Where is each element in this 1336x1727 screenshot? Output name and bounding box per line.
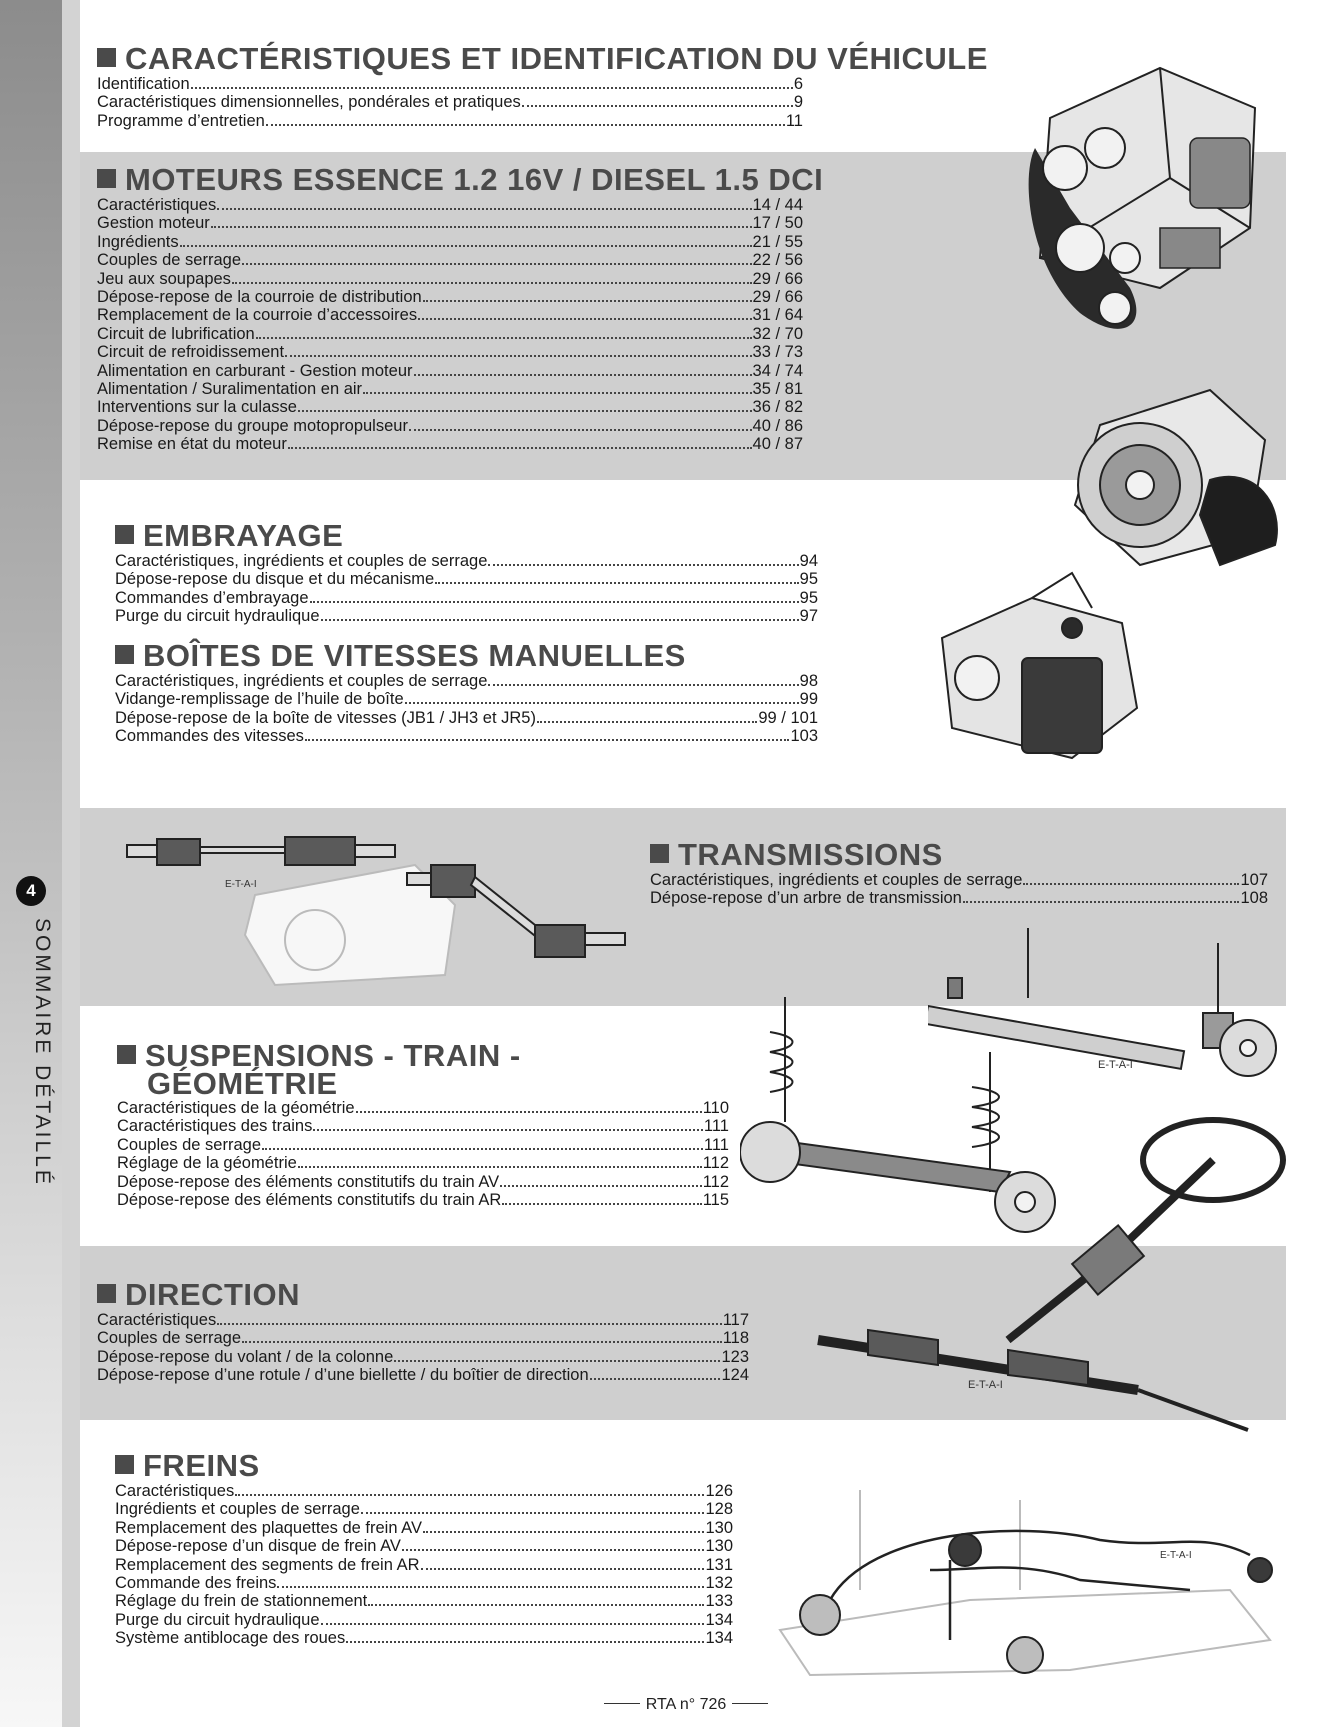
toc-entry (117, 1099, 729, 1117)
toc-entry (115, 1537, 733, 1555)
toc-entry-label: Dépose-repose d’un arbre de transmission (650, 889, 962, 908)
dot-leader (217, 1322, 721, 1325)
dot-leader (963, 900, 1240, 903)
driveshaft-illustration (125, 825, 635, 990)
engine-illustration (1010, 58, 1280, 358)
toc-entry-label: Caractéristiques dimensionnelles, pondérales et pratiques (97, 93, 521, 112)
toc-entry-page: 33 / 73 (752, 343, 803, 362)
toc-entry-label: Couples de serrage (97, 251, 242, 270)
toc-entry-page: 17 / 50 (752, 214, 803, 233)
toc-entry-label: Identification (97, 75, 190, 93)
dot-leader (313, 1128, 703, 1131)
toc-entry (117, 1191, 729, 1209)
toc-entry-label: Gestion moteur (97, 214, 210, 233)
toc-entry-page: 112 (702, 1172, 729, 1191)
toc-entry-page: 40 / 86 (752, 416, 803, 435)
toc-entry-page: 128 (705, 1500, 733, 1519)
square-bullet-icon (97, 1284, 116, 1303)
toc-entry-page: 22 / 56 (752, 251, 803, 270)
dot-leader (211, 225, 752, 228)
dot-leader (191, 86, 793, 89)
toc-entry-page: 107 (1240, 871, 1268, 889)
toc-entry-label: Purge du circuit hydraulique (115, 607, 320, 626)
toc-entry-label: Vidange-remplissage de l’huile de boîte (115, 690, 404, 709)
watermark-label: E-T-A-I (1098, 1059, 1133, 1071)
toc-entry-page: 9 (793, 93, 803, 112)
toc-entry (115, 727, 818, 745)
section-embrayage (115, 518, 818, 626)
toc-entry-page: 108 (1240, 889, 1268, 908)
dot-leader (310, 600, 799, 603)
toc-entry-page: 118 (722, 1329, 749, 1348)
section-boites (115, 638, 818, 746)
toc-entry (97, 233, 803, 251)
section-title: SUSPENSIONS - TRAIN - GÉOMÉTRIE (117, 1042, 567, 1098)
section-title: CARACTÉRISTIQUES ET IDENTIFICATION DU VÉHICULE (97, 44, 803, 74)
toc-entry (650, 889, 1268, 907)
toc-list (97, 75, 803, 130)
toc-entry (97, 325, 803, 343)
toc-entry-page: 32 / 70 (752, 324, 803, 343)
toc-entry-page: 14 / 44 (752, 196, 803, 214)
toc-entry (97, 417, 803, 435)
dot-leader (394, 1359, 720, 1362)
toc-entry-label: Caractéristiques, ingrédients et couples de serrage (115, 552, 488, 570)
sidebar (0, 0, 62, 1727)
toc-entry-page: 40 / 87 (752, 435, 803, 454)
toc-entry-label: Dépose-repose des éléments constitutifs du train AV (117, 1172, 500, 1191)
toc-entry-label: Programme d’entretien (97, 111, 265, 130)
dot-leader (488, 683, 798, 686)
sidebar-title: SOMMAIRE DÉTAILLÉ (31, 918, 54, 1187)
toc-entry-page: 97 (799, 607, 818, 626)
brake-system-illustration (770, 1470, 1286, 1690)
toc-entry (115, 1482, 733, 1500)
toc-entry-page: 6 (793, 75, 803, 93)
section-freins (115, 1448, 733, 1648)
toc-entry (115, 1611, 733, 1629)
toc-entry-page: 133 (705, 1592, 733, 1611)
dot-leader (288, 446, 752, 449)
dot-leader (321, 1622, 705, 1625)
toc-entry-label: Dépose-repose d’un disque de frein AV (115, 1537, 401, 1556)
square-bullet-icon (115, 525, 134, 544)
toc-entry-label: Réglage de la géométrie (117, 1154, 297, 1173)
toc-entry-label: Couples de serrage (97, 1329, 242, 1348)
dot-leader (368, 1603, 704, 1606)
toc-entry (97, 1329, 749, 1347)
toc-entry-page: 34 / 74 (752, 361, 803, 380)
section-moteurs (97, 162, 824, 454)
dot-leader (361, 1511, 705, 1514)
dot-leader (405, 701, 799, 704)
dot-leader (180, 244, 752, 247)
toc-entry (115, 570, 818, 588)
toc-entry-label: Système antiblocage des roues (115, 1629, 346, 1648)
toc-entry (97, 75, 803, 93)
toc-entry (97, 1311, 749, 1329)
toc-entry-page: 98 (799, 672, 818, 690)
toc-entry (97, 398, 803, 416)
toc-entry-page: 110 (702, 1099, 729, 1117)
steering-illustration (808, 1100, 1286, 1442)
dot-leader (421, 1567, 705, 1570)
toc-list (97, 196, 803, 454)
toc-list (650, 871, 1268, 908)
dot-leader (298, 409, 752, 412)
toc-entry-label: Remplacement de la courroie d’accessoires (97, 306, 418, 325)
footer: RTA n° 726 (596, 1696, 776, 1714)
page-number: 4 (16, 876, 46, 906)
square-bullet-icon (650, 844, 669, 863)
toc-entry (117, 1117, 729, 1135)
toc-entry-page: 112 (702, 1154, 729, 1173)
toc-entry (97, 214, 803, 232)
dot-leader (256, 336, 752, 339)
toc-entry-label: Réglage du frein de stationnement (115, 1592, 368, 1611)
dot-leader (435, 581, 798, 584)
toc-entry (115, 552, 818, 570)
section-title: EMBRAYAGE (115, 521, 818, 551)
toc-entry (97, 270, 803, 288)
dot-leader (414, 373, 752, 376)
dot-leader (1023, 882, 1239, 885)
dot-leader (590, 1377, 721, 1380)
dot-leader (423, 299, 752, 302)
toc-entry (115, 1500, 733, 1518)
square-bullet-icon (97, 48, 116, 67)
watermark-label: E-T-A-I (968, 1379, 1003, 1391)
toc-entry-label: Purge du circuit hydraulique (115, 1610, 320, 1629)
toc-entry-label: Caractéristiques (97, 1311, 217, 1329)
toc-entry (97, 112, 803, 130)
toc-entry-page: 130 (705, 1518, 733, 1537)
toc-entry-page: 134 (705, 1610, 733, 1629)
toc-entry-label: Commandes des vitesses (115, 727, 304, 746)
toc-entry (97, 306, 803, 324)
toc-entry (115, 1629, 733, 1647)
toc-entry (117, 1173, 729, 1191)
dot-leader (321, 618, 799, 621)
toc-entry-label: Caractéristiques (97, 196, 217, 214)
toc-entry-label: Caractéristiques des trains (117, 1117, 313, 1136)
toc-entry (97, 93, 803, 111)
dot-leader (298, 1165, 702, 1168)
toc-entry-page: 132 (705, 1574, 733, 1593)
toc-entry-label: Commandes d’embrayage (115, 588, 309, 607)
section-transmissions (650, 837, 1268, 908)
toc-entry (97, 1348, 749, 1366)
toc-entry-page: 111 (703, 1135, 729, 1154)
toc-entry-page: 95 (799, 588, 818, 607)
dot-leader (235, 1493, 704, 1496)
section-title: FREINS (115, 1451, 733, 1481)
toc-entry (97, 435, 803, 453)
toc-entry-label: Dépose-repose de la courroie de distribution (97, 288, 422, 307)
toc-entry (97, 1366, 749, 1384)
toc-entry (97, 343, 803, 361)
dot-leader (423, 1530, 705, 1533)
dot-leader (500, 1184, 702, 1187)
toc-entry-label: Interventions sur la culasse (97, 398, 297, 417)
toc-entry (115, 589, 818, 607)
toc-entry-label: Ingrédients et couples de serrage (115, 1500, 360, 1519)
toc-entry-label: Caractéristiques de la géométrie (117, 1099, 355, 1117)
section-title: DIRECTION (97, 1280, 749, 1310)
toc-entry-page: 21 / 55 (752, 232, 803, 251)
toc-entry (650, 871, 1268, 889)
toc-list (115, 672, 818, 746)
toc-entry-label: Dépose-repose du groupe motopropulseur (97, 416, 408, 435)
toc-entry-page: 99 / 101 (758, 708, 818, 727)
toc-entry (97, 362, 803, 380)
toc-entry-label: Alimentation en carburant - Gestion moteur (97, 361, 413, 380)
toc-entry-page: 123 (721, 1347, 749, 1366)
toc-entry-label: Remplacement des plaquettes de frein AV (115, 1518, 422, 1537)
toc-entry-page: 131 (705, 1555, 733, 1574)
toc-entry-page: 11 (785, 111, 803, 130)
toc-entry (115, 1592, 733, 1610)
toc-entry-page: 95 (799, 570, 818, 589)
toc-entry-label: Commande des freins (115, 1574, 277, 1593)
dot-leader (537, 720, 757, 723)
toc-entry-label: Caractéristiques (115, 1482, 235, 1500)
toc-entry-page: 124 (721, 1366, 749, 1385)
toc-entry-page: 29 / 66 (752, 288, 803, 307)
sidebar-edge (62, 0, 80, 1727)
toc-entry (115, 709, 818, 727)
toc-list (117, 1099, 729, 1209)
toc-entry (115, 1574, 733, 1592)
toc-entry (115, 1519, 733, 1537)
toc-entry-label: Couples de serrage (117, 1135, 262, 1154)
toc-entry-label: Caractéristiques, ingrédients et couples de serrage (115, 672, 488, 690)
dot-leader (232, 281, 752, 284)
toc-list (115, 1482, 733, 1648)
toc-entry-page: 103 (790, 727, 818, 746)
toc-list (97, 1311, 749, 1385)
section-title: MOTEURS ESSENCE 1.2 16V / DIESEL 1.5 DCI (97, 165, 803, 195)
toc-entry-label: Dépose-repose d’une rotule / d’une biellette / du boîtier de direction (97, 1366, 589, 1385)
toc-entry (117, 1136, 729, 1154)
dot-leader (522, 104, 793, 107)
toc-entry-label: Ingrédients (97, 232, 179, 251)
toc-entry (115, 607, 818, 625)
toc-entry (97, 251, 803, 269)
toc-entry-page: 94 (799, 552, 818, 570)
toc-entry-page: 36 / 82 (752, 398, 803, 417)
toc-entry (115, 690, 818, 708)
gearbox-illustration (922, 568, 1152, 763)
toc-entry-label: Alimentation / Suralimentation en air (97, 380, 363, 399)
dot-leader (305, 738, 790, 741)
dot-leader (242, 262, 752, 265)
dot-leader (402, 1548, 705, 1551)
toc-list (115, 552, 818, 626)
clutch-illustration (1060, 385, 1285, 570)
toc-entry (117, 1154, 729, 1172)
section-title: TRANSMISSIONS (650, 840, 1268, 870)
toc-entry-page: 130 (705, 1537, 733, 1556)
dot-leader (285, 354, 751, 357)
dot-leader (356, 1110, 702, 1113)
dot-leader (217, 207, 751, 210)
dot-leader (409, 428, 752, 431)
toc-entry-page: 99 (799, 690, 818, 709)
toc-entry-label: Jeu aux soupapes (97, 269, 231, 288)
section-title: BOÎTES DE VITESSES MANUELLES (115, 641, 818, 671)
dot-leader (346, 1640, 704, 1643)
toc-entry-page: 117 (722, 1311, 749, 1329)
toc-entry-label: Caractéristiques, ingrédients et couples de serrage (650, 871, 1023, 889)
dot-leader (266, 123, 785, 126)
dot-leader (363, 391, 751, 394)
toc-entry-page: 126 (705, 1482, 733, 1500)
toc-entry-label: Remise en état du moteur (97, 435, 287, 454)
toc-entry (97, 288, 803, 306)
toc-entry (97, 380, 803, 398)
toc-entry-label: Dépose-repose de la boîte de vitesses (JB1 / JH3 et JR5) (115, 708, 536, 727)
square-bullet-icon (97, 169, 116, 188)
section-direction (97, 1277, 749, 1385)
section-suspensions (117, 1038, 729, 1210)
watermark-label: E-T-A-I (225, 879, 257, 890)
toc-entry (115, 672, 818, 690)
dot-leader (502, 1202, 701, 1205)
dot-leader (488, 563, 798, 566)
watermark-label: E-T-A-I (1160, 1550, 1192, 1561)
toc-entry-label: Dépose-repose du volant / de la colonne (97, 1347, 394, 1366)
toc-entry-page: 115 (702, 1191, 729, 1210)
toc-entry-label: Dépose-repose du disque et du mécanisme (115, 570, 435, 589)
toc-entry-page: 35 / 81 (752, 380, 803, 399)
toc-entry-page: 134 (705, 1629, 733, 1648)
toc-entry (115, 1556, 733, 1574)
toc-entry (97, 196, 803, 214)
toc-entry-label: Remplacement des segments de frein AR (115, 1555, 420, 1574)
dot-leader (242, 1340, 722, 1343)
square-bullet-icon (115, 645, 134, 664)
toc-entry-label: Circuit de refroidissement (97, 343, 285, 362)
toc-entry-label: Circuit de lubrification (97, 324, 255, 343)
toc-entry-label: Dépose-repose des éléments constitutifs du train AR (117, 1191, 502, 1210)
dot-leader (418, 317, 751, 320)
toc-entry-page: 111 (703, 1117, 729, 1136)
toc-entry-page: 29 / 66 (752, 269, 803, 288)
section-identification (97, 41, 988, 130)
dot-leader (277, 1585, 704, 1588)
toc-entry-page: 31 / 64 (752, 306, 803, 325)
square-bullet-icon (117, 1045, 136, 1064)
square-bullet-icon (115, 1455, 134, 1474)
dot-leader (262, 1147, 703, 1150)
